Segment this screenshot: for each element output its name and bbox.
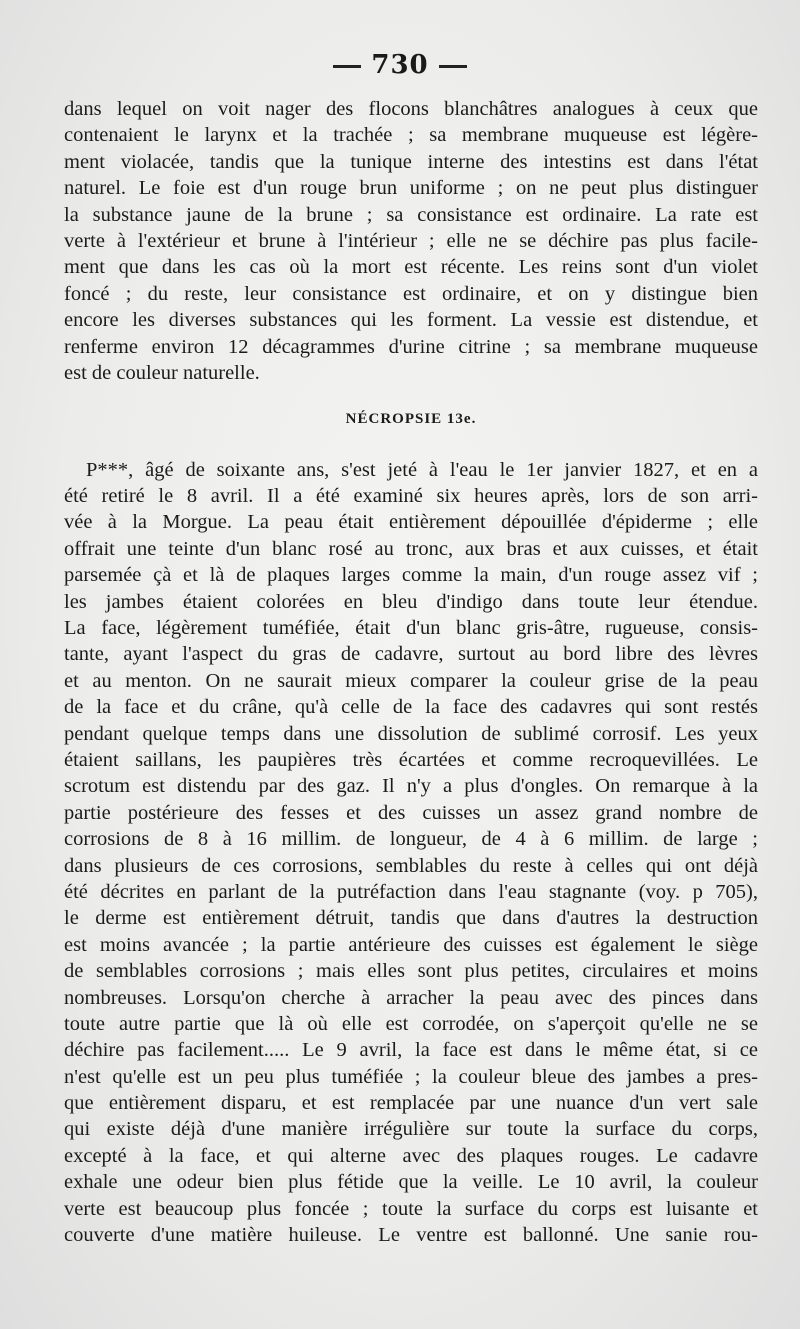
text-line: le derme est entièrement détruit, tandis que dans d'autres la destruction: [64, 907, 758, 930]
text-line: P***, âgé de soixante ans, s'est jeté à l'eau le 1er janvier 1827, et en a: [86, 458, 758, 481]
text-line: contenaient le larynx et la trachée ; sa membrane muqueuse est légère-: [64, 124, 758, 147]
text-line: pendant quelque temps dans une dissolution de sublimé corrosif. Les yeux: [64, 722, 758, 745]
text-line: de la face et du crâne, qu'à celle de la face des cadavres qui sont restés: [64, 696, 758, 719]
text-line: de semblables corrosions ; mais elles sont plus petites, circulaires et moins: [64, 960, 758, 983]
text-line: dans plusieurs de ces corrosions, semblables du reste à celles qui ont déjà: [64, 854, 758, 877]
paragraph-2: [64, 457, 758, 1249]
text-line: verte est beaucoup plus foncée ; toute la surface du corps est luisante et: [64, 1197, 758, 1220]
text-line: renferme environ 12 décagrammes d'urine citrine ; sa membrane muqueuse: [64, 335, 758, 358]
text-line: est moins avancée ; la partie antérieure des cuisses est également le siège: [64, 933, 758, 956]
section-heading: NÉCROPSIE 13e.: [345, 411, 477, 428]
text-line: foncé ; du reste, leur consistance est ordinaire, et on y distingue bien: [64, 282, 758, 305]
text-line: naturel. Le foie est d'un rouge brun uniforme ; on ne peut plus distinguer: [64, 177, 758, 200]
text-line: excepté à la face, et qui alterne avec des plaques rouges. Le cadavre: [64, 1144, 758, 1167]
page-number: 730: [371, 50, 429, 80]
text-line: couverte d'une matière huileuse. Le ventre est ballonné. Une sanie rou-: [64, 1224, 758, 1247]
text-line: vée à la Morgue. La peau était entièrement dépouillée d'épiderme ; elle: [64, 511, 758, 534]
text-line: ment violacée, tandis que la tunique interne des intestins est dans l'état: [64, 150, 758, 173]
text-line: nombreuses. Lorsqu'on cherche à arracher la peau avec des pinces dans: [64, 986, 758, 1009]
page-body: [64, 96, 758, 1248]
text-line: verte à l'extérieur et brune à l'intérieur ; elle ne se déchire pas plus facile-: [64, 229, 758, 252]
text-line: exhale une odeur bien plus fétide que la veille. Le 10 avril, la couleur: [64, 1171, 758, 1194]
text-line: été retiré le 8 avril. Il a été examiné six heures après, lors de son arri-: [64, 485, 758, 508]
text-line: La face, légèrement tuméfiée, était d'un blanc gris-âtre, rugueuse, consis-: [64, 617, 758, 640]
text-line: la substance jaune de la brune ; sa consistance est ordinaire. La rate est: [64, 203, 758, 226]
text-line: parsemée çà et là de plaques larges comme la main, d'un rouge assez vif ;: [64, 564, 758, 587]
text-line: dans lequel on voit nager des flocons blanchâtres analogues à ceux que: [64, 98, 758, 120]
text-line: et au menton. On ne saurait mieux comparer la couleur grise de la peau: [64, 669, 758, 692]
text-line: encore les diverses substances qui les forment. La vessie est distendue, et: [64, 309, 758, 332]
text-line: qui existe déjà d'une manière irrégulière sur toute la surface du corps,: [64, 1118, 758, 1141]
page-number-header: [0, 50, 800, 80]
text-line: est de couleur naturelle.: [64, 361, 260, 384]
text-line: partie postérieure des fesses et des cuisses un assez grand nombre de: [64, 801, 758, 824]
text-line: offrait une teinte d'un blanc rosé au tronc, aux bras et aux cuisses, et était: [64, 537, 758, 560]
left-dash: [333, 65, 361, 68]
text-line: déchire pas facilement..... Le 9 avril, la face est dans le même état, si ce: [64, 1039, 758, 1062]
text-line: ment que dans les cas où la mort est récente. Les reins sont d'un violet: [64, 256, 758, 279]
text-line: n'est qu'elle est un peu plus tuméfiée ; la couleur bleue des jambes a pres-: [64, 1065, 758, 1088]
paragraph-1: [64, 96, 758, 386]
text-line: scrotum est distendu par des gaz. Il n'y a plus d'ongles. On remarque à la: [64, 775, 758, 798]
text-line: étaient saillans, les paupières très écartées et comme recroquevillées. Le: [64, 748, 758, 771]
text-line: les jambes étaient colorées en bleu d'indigo dans toute leur étendue.: [64, 590, 758, 613]
text-line: corrosions de 8 à 16 millim. de longueur, de 4 à 6 millim. de large ;: [64, 828, 758, 851]
text-line: tante, ayant l'aspect du gras de cadavre, surtout au bord libre des lèvres: [64, 643, 758, 666]
right-dash: [439, 65, 467, 68]
text-line: toute autre partie que là où elle est corrodée, on s'aperçoit qu'elle ne se: [64, 1012, 758, 1035]
text-line: été décrites en parlant de la putréfaction dans l'eau stagnante (voy. p 705),: [64, 880, 758, 903]
text-line: que entièrement disparu, et est remplacée par une nuance d'un vert sale: [64, 1092, 758, 1115]
